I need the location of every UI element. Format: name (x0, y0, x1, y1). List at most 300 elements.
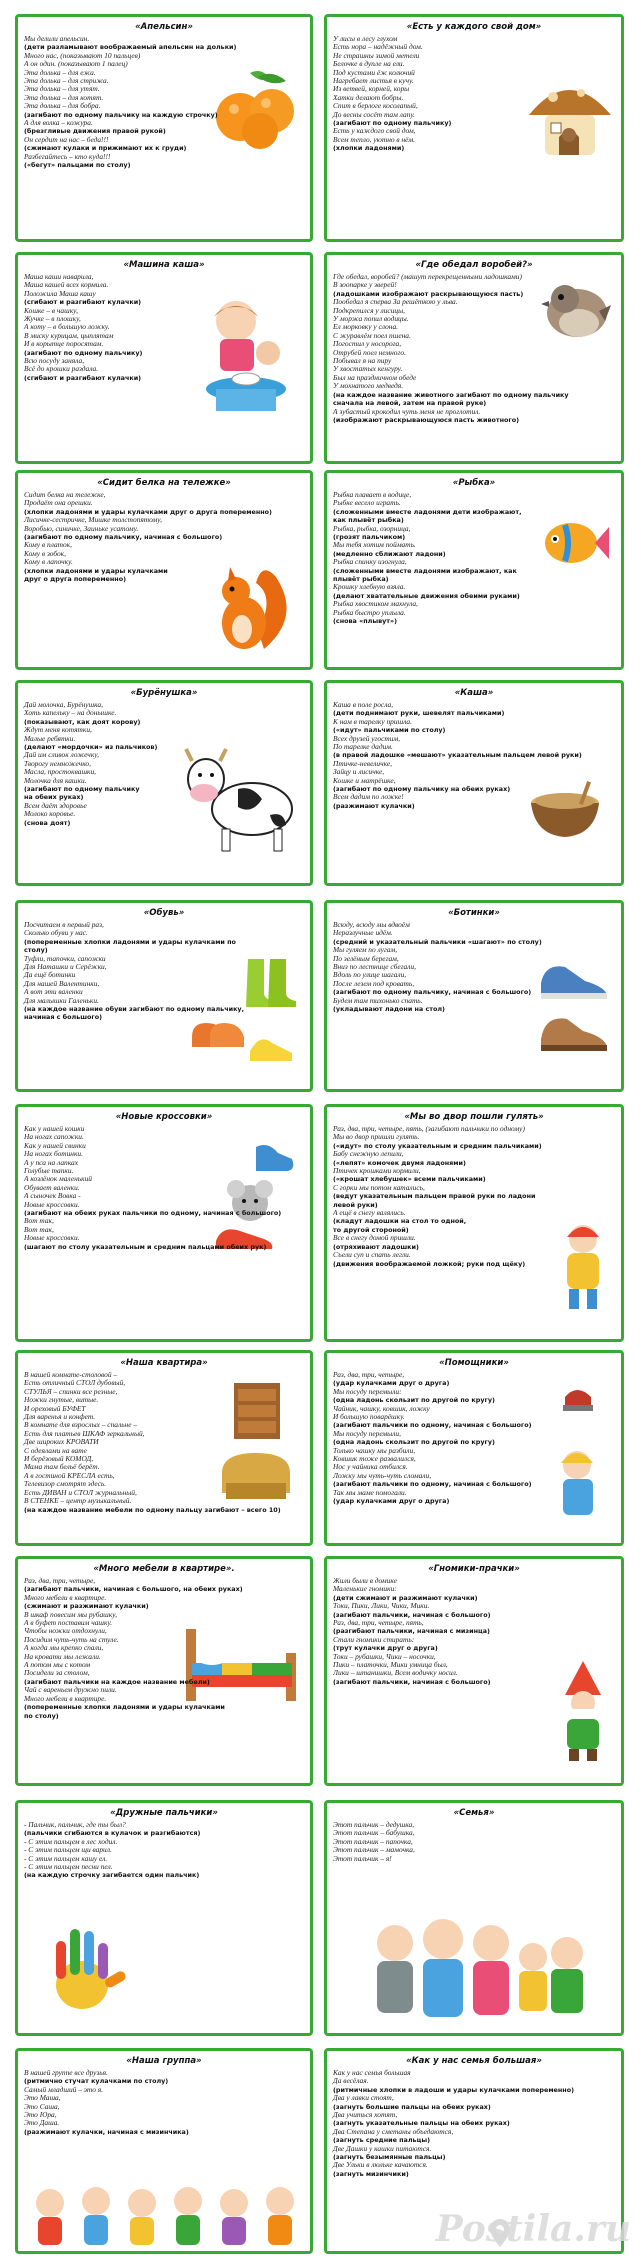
instruction-line: (попеременные хлопки ладонями и удары кулачками (24, 1703, 225, 1712)
verse-line: В зоопарке у зверей! (333, 280, 397, 290)
verse-line: Посчитаем в первый раз, (24, 920, 104, 929)
card-belka (15, 470, 313, 670)
verse-line: Чайник, чашку, ковшик, ложку (333, 1403, 430, 1413)
verse-line: Есть ДИВАН и СТОЛ журнальный, (24, 1487, 137, 1497)
verse-line: - Пальчик, пальчик, где ты был? (24, 1820, 126, 1829)
instruction-line: (загибают по одному пальчику, начиная с большого) (24, 533, 223, 542)
verse-line: А в гостиной КРЕСЛА есть, (24, 1470, 115, 1480)
verse-line: Два учиться хотят, (333, 2110, 398, 2120)
card-title: «Семья» (453, 1808, 495, 1818)
instruction-line: (на каждую строчку загибается один пальчик) (24, 1871, 200, 1880)
instruction-line: (пальчики сгибаются в кулачок и разгибаются) (24, 1829, 201, 1838)
card-pomoshchniki (324, 1350, 624, 1546)
verse-line: Вниз по лестнице сбегали, (333, 962, 416, 972)
card-title: «Наша группа» (126, 2056, 202, 2066)
card-lines (24, 701, 304, 827)
card-lines (24, 2069, 304, 2136)
instruction-line: сначала на левой, затем на правой руке) (333, 399, 487, 408)
verse-line: Два у лавки стоят, (333, 2093, 394, 2103)
card-botinki (324, 900, 624, 1092)
instruction-line: (в правой ладошке «мешают» указательным пальцем левой руки) (333, 751, 582, 760)
verse-line: Мы посуду перемыли, (333, 1428, 401, 1438)
verse-line: Разбегайтесь – кто куда!!! (24, 151, 111, 161)
card-lines (333, 2069, 615, 2178)
instruction-line: (делают хватательные движения обеими руками) (333, 591, 520, 600)
instruction-line: (загибают по одному пальчику на обеих руках) (333, 785, 511, 794)
verse-line: Мы тебя хотим поймать. (333, 540, 416, 550)
verse-line: Раз, два, три, четыре, пять, (загибают пальчики по одному) (333, 1124, 525, 1133)
instruction-line: («лепят» комочек двумя ладонями) (333, 1158, 466, 1167)
verse-line: Рыбка хвостиком махнула, (333, 599, 418, 609)
card-title: «Гномики-прачки» (428, 1564, 520, 1574)
verse-line: Будем там тихонько спать. (333, 995, 423, 1005)
children-group-illustration (26, 2179, 302, 2247)
verse-line: Токи – рубашки, Чики – носочки, (333, 1651, 436, 1661)
instruction-line: на обеих руках) (24, 793, 84, 802)
verse-line: Птичек крошками кормили, (333, 1166, 421, 1176)
verse-line: И ореховый БУФЕТ (24, 1403, 86, 1413)
card-title: «Обувь» (143, 908, 185, 918)
card-lines (333, 1577, 615, 1686)
verse-line: Рыбка, рыбка, озорница, (333, 523, 411, 533)
verse-line: Всю посуду заняла, (24, 356, 85, 366)
verse-line: Вот так, (24, 1216, 54, 1226)
verse-line: Посидели за столом, (24, 1668, 90, 1678)
verse-line: Неразлучные идём. (333, 928, 393, 938)
instruction-line: (удар кулачками друг о друга) (333, 1497, 450, 1506)
instruction-line: («идут» по столу указательным и средним пальчиками) (333, 1141, 542, 1150)
instruction-line: (сжимают и разжимают кулачки) (24, 1602, 149, 1611)
instruction-line: (на каждое название мебели по одному пальцу загибают – всего 10) (24, 1505, 281, 1514)
verse-line: Это Маша, (24, 2093, 61, 2103)
verse-line: В комнате для взрослых – спальне – (24, 1420, 138, 1430)
verse-line: Это Юра, (24, 2110, 57, 2120)
instruction-line: (загнуть указательные пальцы на обеих руках) (333, 2119, 510, 2128)
instruction-line: (ритмичные хлопки в ладоши и удары кулачками попеременно) (333, 2085, 575, 2094)
verse-line: Подкрепился у лисицы, (333, 305, 405, 315)
instruction-line: как плывёт рыбка) (333, 516, 404, 525)
verse-line: Этот пальчик – папочка, (333, 1836, 413, 1846)
card-title: «Рыбка» (452, 478, 496, 488)
card-title: «Дружные пальчики» (110, 1808, 218, 1818)
instruction-line: (одна ладонь скользит по другой по кругу) (333, 1438, 495, 1447)
verse-line: Молоко коровье. (24, 809, 76, 819)
verse-line: Много мебели в квартире. (24, 1592, 107, 1602)
instruction-line: (движения воображаемой ложкой; руки под щёку) (333, 1259, 526, 1268)
card-lines (24, 1821, 304, 1880)
verse-line: А сыночек Вовка - (24, 1191, 81, 1201)
verse-line: Это Даша. (24, 2118, 60, 2128)
verse-line: Зайцу и лисичке, (333, 767, 385, 777)
verse-line: А в буфет поставим чашку. (24, 1618, 113, 1628)
card-lines (333, 1125, 615, 1268)
card-my-vo-dvor (324, 1104, 624, 1342)
verse-line: А он один. (показывают 1 палец) (24, 59, 128, 69)
verse-line: В СТЕНКЕ – центр музыкальный. (24, 1496, 132, 1506)
instruction-line: (загибают по одному пальчику на каждую строчку) (24, 110, 218, 119)
verse-line: Много мебели в квартире. (24, 1693, 107, 1703)
instruction-line: (средний и указательный пальчики «шагают» по столу) (333, 937, 542, 946)
verse-line: Сидит белка на тележке, (24, 490, 106, 499)
instruction-line: (на каждое название животного загибают по одному пальчику (333, 390, 569, 399)
verse-line: После лезем под кровать, (333, 978, 415, 988)
card-lines (333, 701, 615, 810)
card-title: «Есть у каждого свой дом» (406, 22, 542, 32)
instruction-line: (снова «плывут») (333, 617, 398, 626)
verse-line: Это Саша, (24, 2101, 60, 2111)
verse-line: Масла, простоквашки, (24, 767, 97, 777)
verse-line: А зубастый крокодил чуть меня не проглотил. (333, 406, 481, 416)
verse-line: На кровати мы лежали. (24, 1651, 101, 1661)
verse-line: С журавлём поел пшена. (333, 330, 411, 340)
verse-line: Кошке – в чашку, (24, 305, 78, 315)
card-kasha (324, 680, 624, 886)
instruction-line: (загибают пальчики, начиная с большого) (333, 1677, 491, 1686)
instruction-line: (ладошками изображают раскрывающуюся пасть) (333, 289, 524, 298)
verse-line: Рыбке весело играть. (333, 498, 401, 508)
verse-line: Этот пальчик – я! (333, 1853, 392, 1863)
card-lines (333, 35, 615, 153)
instruction-line: (загнуть безымянные пальцы) (333, 2153, 446, 2162)
verse-line: Эта долька – для стрижа. (24, 76, 109, 86)
verse-line: Всюду, всюду мы вдвоём (333, 920, 410, 929)
verse-line: И в корытце поросятам. (24, 339, 104, 349)
instruction-line: столу) (24, 946, 48, 955)
verse-line: Так мы маме помогали. (333, 1487, 407, 1497)
instruction-line: (разгибают пальчики, начиная с мизинца) (333, 1627, 490, 1636)
card-lines (24, 273, 304, 382)
instruction-line: (загибают по одному пальчику (24, 785, 140, 794)
verse-line: Каша в поле росла, (333, 700, 394, 709)
verse-line: В нашей группе все друзья. (24, 2068, 108, 2077)
verse-line: Да ещё ботинки (24, 970, 76, 980)
instruction-line: левой руки) (333, 1200, 378, 1209)
verse-line: Погостил у носорога, (333, 339, 402, 349)
verse-line: Две Дашки у кашки питаются. (333, 2143, 432, 2153)
verse-line: Чай с вареньем дружно пили. (24, 1685, 117, 1695)
verse-line: Всё до крошки раздала. (24, 364, 99, 374)
verse-line: А козлёнок маленький (24, 1174, 92, 1184)
instruction-line: (снова доят) (24, 818, 71, 827)
verse-line: Рыбка спинку изогнула, (333, 557, 407, 567)
card-title: «Новые кроссовки» (115, 1112, 213, 1122)
verse-line: Да весёлая. (333, 2076, 369, 2086)
card-semya (324, 1800, 624, 2036)
instruction-line: (отряхивают ладошки) (333, 1242, 419, 1251)
card-mashina-kasha (15, 252, 313, 464)
verse-line: Стали гномики стирать: (333, 1634, 415, 1644)
verse-line: Хоть капельку – на донышке. (24, 708, 117, 718)
instruction-line: (загнуть большие пальцы на обеих руках) (333, 2102, 491, 2111)
verse-line: Всем дадим по ложке! (333, 792, 404, 802)
verse-line: Обувает валенки. (24, 1182, 80, 1192)
instruction-line: (дети поднимают руки, шевелят пальчиками) (333, 709, 505, 718)
verse-line: Новые кроссовки. (24, 1233, 80, 1243)
card-lines (24, 491, 304, 583)
family-illustration (355, 1913, 595, 2023)
verse-line: СТУЛЬЯ – спинки все резные, (24, 1386, 118, 1396)
instruction-line: (загибают пальчики, начиная с большого, на обеих руках) (24, 1585, 243, 1594)
verse-line: Для варенья и конфет. (24, 1412, 96, 1422)
verse-line: Всех друзей угостим, (333, 733, 400, 743)
card-apelsin (15, 14, 313, 242)
instruction-line: (загибают на обеих руках пальчики по одному, начиная с большого) (24, 1209, 282, 1218)
card-title: «Бурёнушка» (130, 688, 198, 698)
verse-line: Дай им сливок ложечку, (24, 750, 100, 760)
instruction-line: (хлопки ладонями и удары кулачками друг о друга попеременно) (24, 507, 272, 516)
verse-line: Мы посуду перемыли: (333, 1386, 402, 1396)
instruction-line: (на каждое название обуви загибают по одному пальчику, (24, 1005, 245, 1014)
verse-line: Ел морковку у слона. (333, 322, 398, 332)
instruction-line: («крошат хлебушек» всеми пальчиками) (333, 1175, 486, 1184)
verse-line: Положила Маша кашу (24, 288, 96, 298)
card-title: «Машина каша» (123, 260, 205, 270)
card-lines (24, 1371, 304, 1514)
verse-line: Ждут меня котятки, (24, 725, 92, 735)
verse-line: А потом мы с котом (24, 1660, 91, 1670)
verse-line: Ложку мы чуть-чуть сломали, (333, 1470, 432, 1480)
watermark: Postila.ru (435, 2208, 631, 2250)
card-mnogo-mebeli (15, 1556, 313, 1786)
verse-line: Только чашку мы разбили, (333, 1445, 416, 1455)
instruction-line: (хлопки ладонями и удары кулачками (24, 566, 168, 575)
verse-line: До весны сосёт там лапу. (333, 109, 416, 119)
verse-line: Побывал я на пиру (333, 356, 392, 366)
card-rybka (324, 470, 624, 670)
verse-line: На ногах сапожки. (24, 1132, 84, 1142)
verse-line: Мы во двор пришли гулять. (333, 1132, 420, 1142)
card-title: «Мы во двор пошли гулять» (404, 1112, 544, 1122)
verse-line: Есть у каждого свой дом, (333, 126, 416, 136)
instruction-line: (загибают пальчики на каждое название мебели) (24, 1677, 210, 1686)
verse-line: А коту – в большую ложку. (24, 322, 110, 332)
card-novye-krossovki (15, 1104, 313, 1342)
verse-line: Раз, два, три, четыре, (24, 1576, 96, 1585)
verse-line: Для Наташки и Серёжки, (24, 962, 107, 972)
card-lines (333, 273, 615, 424)
verse-line: Спит в берлоге косолапый, (333, 101, 418, 111)
verse-line: Ковшик тоже развалился, (333, 1454, 416, 1464)
verse-line: Самый младший – это я. (24, 2084, 104, 2094)
instruction-line: (грозят пальчиком) (333, 533, 406, 542)
verse-line: У мохнатого медведя. (333, 381, 404, 391)
instruction-line: (загибают пальчики по одному, начиная с большого) (333, 1421, 532, 1430)
verse-line: Пики – платочки, Мики умница был, (333, 1660, 448, 1670)
instruction-line: (загибают по одному пальчику) (24, 348, 143, 357)
card-title: «Как у нас семья большая» (406, 2056, 542, 2066)
verse-line: На ногах ботинки. (24, 1149, 83, 1159)
verse-line: Пообедал я сперва За решёткою у льва. (333, 297, 458, 307)
verse-line: Для нашей Валентинки, (24, 978, 100, 988)
instruction-line: (изображают раскрывающуюся пасть животного) (333, 415, 520, 424)
verse-line: Съели суп и спать легли. (333, 1250, 411, 1260)
verse-line: Сколько обуви у нас. (24, 928, 88, 938)
card-lines (24, 35, 304, 170)
instruction-line: (попеременные хлопки ладонями и удары кулачками по (24, 937, 236, 946)
verse-line: Молочка для кашки. (24, 775, 87, 785)
verse-line: Нагребает листья в кучу. (333, 76, 414, 86)
instruction-line: (кладут ладошки на стол то одной, (333, 1217, 467, 1226)
verse-line: Кому в лапочку. (24, 557, 73, 567)
verse-line: Как у нашей кошки (24, 1124, 85, 1133)
verse-line: Под кустами ёж колючий (333, 67, 415, 77)
verse-line: Раз, два, три, четыре, пять, (333, 1618, 424, 1628)
instruction-line: (дети разламывают воображаемый апельсин на дольки) (24, 43, 237, 52)
verse-line: Всем тепло, уютно в нём. (333, 134, 415, 144)
verse-line: Есть для платьев ШКАФ зеркальный, (24, 1428, 145, 1438)
instruction-line: (удар кулачками друг о друга) (333, 1379, 450, 1388)
verse-line: По тарелке дадим. (333, 742, 393, 752)
verse-line: И берёзовый КОМОД, (24, 1454, 94, 1464)
verse-line: Много нас, (показывают 10 пальцев) (24, 50, 141, 60)
verse-line: Рыбка быстро уплыла. (333, 607, 406, 617)
instruction-line: (загибают по одному пальчику, начиная с большого) (333, 988, 532, 997)
verse-line: Воробью, синичке, Заиньке усатому. (24, 523, 139, 533)
verse-line: Малые ребятки. (24, 733, 76, 743)
verse-line: С одеялами на вате (24, 1445, 87, 1455)
verse-line: Дай молочка, Бурёнушка, (24, 700, 103, 709)
verse-line: - С этим пальцем песни пел. (24, 1862, 113, 1872)
verse-line: Лисичке-сестричке, Мишке толстопятому, (24, 515, 163, 525)
verse-line: Посидим чуть-чуть на стуле. (24, 1634, 119, 1644)
verse-line: Он сердит на нас – беда!!! (24, 134, 109, 144)
card-druzhnye-palchiki (15, 1800, 313, 2036)
instruction-line: (укладывают ладони на стол) (333, 1005, 445, 1014)
card-title: «Каша» (454, 688, 494, 698)
instruction-line: (ведут указательным пальцем правой руки по ладони (333, 1192, 536, 1201)
instruction-line: («бегут» пальцами по столу) (24, 161, 131, 170)
verse-line: Как у нашей свинки (24, 1140, 86, 1150)
verse-line: А у пса на лапках (24, 1157, 78, 1167)
card-nasha-gruppa (15, 2048, 313, 2254)
verse-line: Эта долька – для утят. (24, 84, 100, 94)
instruction-line: (сложенными вместе ладонями дети изображают, (333, 507, 522, 516)
verse-line: Крошку хлебную взяла. (333, 582, 406, 592)
verse-line: Мы делили апельсин. (24, 34, 90, 43)
instruction-line: (разжимают кулачки, начиная с мизинчика) (24, 2127, 189, 2136)
card-nasha-kvartira (15, 1350, 313, 1546)
instruction-line: по столу) (24, 1711, 59, 1720)
verse-line: Раз, два, три, четыре, (333, 1370, 405, 1379)
verse-line: Вдоль по улице шагали, (333, 970, 407, 980)
verse-line: Как у нас семья большая (333, 2068, 411, 2077)
verse-line: А ещё в снегу валялись. (333, 1208, 406, 1218)
verse-line: Эта долька – для котят. (24, 92, 104, 102)
verse-line: Мы гуляем по лугам, (333, 945, 398, 955)
verse-line: Маленькие гномики: (333, 1584, 397, 1594)
card-obuv (15, 900, 313, 1092)
verse-line: Лики – штанишки, Всем водичку носил. (333, 1668, 458, 1678)
verse-line: - С этим пальцем щи варил. (24, 1845, 112, 1855)
verse-line: Две Ульки в люльке качаются. (333, 2160, 428, 2170)
verse-line: Токи, Пики, Лики, Чики, Мики. (333, 1601, 430, 1611)
verse-line: У хвостатых кенгуру. (333, 364, 403, 374)
card-lines (333, 1821, 615, 1863)
card-est-u-kazhdogo (324, 14, 624, 242)
verse-line: Маша каши наварила, (24, 272, 94, 281)
card-lines (24, 1125, 304, 1251)
instruction-line: (загибают пальчики по одному, начиная с большого) (333, 1480, 532, 1489)
card-lines (333, 921, 615, 1013)
verse-line: В миску курицам, цыплятам (24, 330, 114, 340)
instruction-line: (хлопки ладонями) (333, 144, 405, 153)
instruction-line: (сжимают кулаки и прижимают их к груди) (24, 144, 187, 153)
verse-line: Голубые тапки. (24, 1166, 74, 1176)
card-burenushka (15, 680, 313, 886)
verse-line: Эта долька – для ежа. (24, 67, 96, 77)
verse-line: Кошке и матрёшке, (333, 775, 396, 785)
verse-line: Кому в платок, (24, 540, 72, 550)
card-title: «Наша квартира» (120, 1358, 208, 1368)
verse-line: Не страшны зимой метели (333, 50, 420, 60)
verse-line: Отрубей поел немного. (333, 347, 406, 357)
verse-line: Жили были в домике (333, 1576, 397, 1585)
instruction-line: (ритмично стучат кулачками по столу) (24, 2077, 169, 2086)
verse-line: Есть отличный СТОЛ дубовый, (24, 1378, 126, 1388)
verse-line: Творогу немножечко, (24, 758, 91, 768)
instruction-line: (одна ладонь скользит по другой по кругу) (333, 1396, 495, 1405)
verse-line: В шкаф повесим мы рубашку, (24, 1609, 117, 1619)
verse-line: Вот так, (24, 1224, 54, 1234)
verse-line: Чтобы ножки отдохнули, (24, 1626, 107, 1636)
verse-line: Птичке-невеличке, (333, 758, 393, 768)
verse-line: Рыбка плавает в водице, (333, 490, 412, 499)
card-lines (24, 921, 304, 1022)
verse-line: Кому в зобок, (24, 548, 66, 558)
card-title: «Ботинки» (448, 908, 500, 918)
verse-line: Туфли, тапочки, сапожки (24, 953, 106, 963)
card-lines (333, 1371, 615, 1506)
verse-line: Есть нора – надёжный дом. (333, 42, 423, 52)
verse-line: - С этим пальцем кашу ел. (24, 1853, 108, 1863)
verse-line: Мама там бельё берёт. (24, 1462, 100, 1472)
verse-line: С горки мы потом катались, (333, 1182, 425, 1192)
verse-line: Был на праздничном обеде (333, 372, 417, 382)
verse-line: К нам в тарелку пришла. (333, 716, 412, 726)
verse-line: В нашей комнате-столовой – (24, 1370, 118, 1379)
verse-line: - С этим пальцем в лес ходил. (24, 1836, 118, 1846)
verse-line: А когда мы крепко спали, (24, 1643, 104, 1653)
instruction-line: (разжимают кулачки) (333, 801, 415, 810)
verse-line: А вот эти валенки (24, 987, 83, 997)
verse-line: Хатки делают бобры. (333, 92, 404, 102)
instruction-line: (показывают, как доят корову) (24, 717, 141, 726)
verse-line: Все в снегу домой пришли. (333, 1233, 416, 1243)
verse-line: Маша кашей всех кормила. (24, 280, 109, 290)
card-gde-obedal-vorobey (324, 252, 624, 464)
instruction-line: (сгибают и разгибают кулачки) (24, 298, 142, 307)
card-gnomiki-prachki (324, 1556, 624, 1786)
instruction-line: (трут кулачки друг о друга) (333, 1644, 438, 1653)
card-title: «Где обедал воробей?» (415, 260, 533, 270)
instruction-line: (брезгливые движения правой рукой) (24, 127, 166, 136)
verse-line: Телевизор смотрят здесь. (24, 1479, 107, 1489)
verse-line: Этот пальчик – дедушка, (333, 1820, 415, 1829)
instruction-line: («идут» пальчиками по столу) (333, 726, 446, 735)
verse-line: У лисы в лесу глухом (333, 34, 398, 43)
verse-line: Бабу снежную лепили, (333, 1149, 404, 1159)
verse-line: Этот пальчик – бабушка, (333, 1828, 415, 1838)
handprint-illustration (34, 1921, 130, 2017)
instruction-line: (загибают по одному пальчику) (333, 119, 452, 128)
verse-line: Для малышки Галеньки. (24, 995, 99, 1005)
verse-line: Новые кроссовки. (24, 1199, 80, 1209)
card-title: «Помощники» (439, 1358, 509, 1368)
card-title: «Много мебели в квартире». (93, 1564, 235, 1574)
instruction-line: (медленно сближают ладони) (333, 549, 446, 558)
instruction-line: (сложенными вместе ладонями изображают, как (333, 566, 517, 575)
instruction-line: (загибают пальчики, начиная с большого) (333, 1610, 491, 1619)
